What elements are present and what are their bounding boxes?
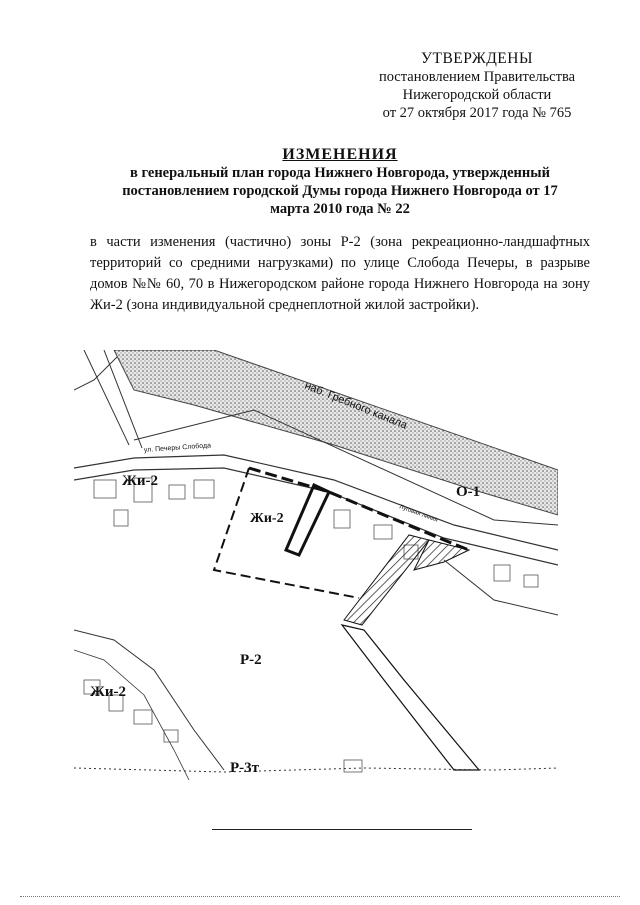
document-title: ИЗМЕНЕНИЯ [282,146,398,163]
footer-scan-line [20,896,620,899]
title-line: марта 2010 года № 22 [270,201,410,217]
approval-block [352,50,602,122]
zone-label: Р-3т [230,760,260,776]
approval-title: УТВЕРЖДЕНЫ [421,50,533,67]
street-label-canal: наб. Гребного канала [302,379,409,432]
approval-line: постановлением Правительства [378,69,576,85]
signature-line [212,829,472,830]
title-line: в генеральный план города Нижнего Новгорода, утвержденный [130,165,550,181]
changes-heading-block [60,146,620,218]
zone-label: Жи-2 [90,684,126,700]
approval-date: от 27 октября 2017 года № 765 [382,105,572,121]
map-drawing [74,350,558,780]
zone-label: Жи-2 [250,511,284,526]
body-paragraph: в части изменения (частично) зоны Р-2 (зона рекреационно-ландшафтных территорий со средними нагрузками) по улице Слобода Печеры, в разрыве домов №№ 60, 70 в Нижегородском районе города Нижнего Новгорода на зону Жи-2 (зона индивидуальной среднеплотной жилой застройки). [90,234,590,313]
street-label-other: Луговая линия [398,504,439,524]
zone-label: Жи-2 [122,473,158,489]
approval-line: Нижегородской области [402,87,552,103]
title-line: постановлением городской Думы города Нижнего Новгорода от 17 [122,183,558,199]
street-label-pechery: ул. Печеры Слобода [143,442,212,454]
zone-label: Р-2 [240,652,262,668]
zone-label: О-1 [456,484,481,500]
zoning-map [74,350,558,780]
